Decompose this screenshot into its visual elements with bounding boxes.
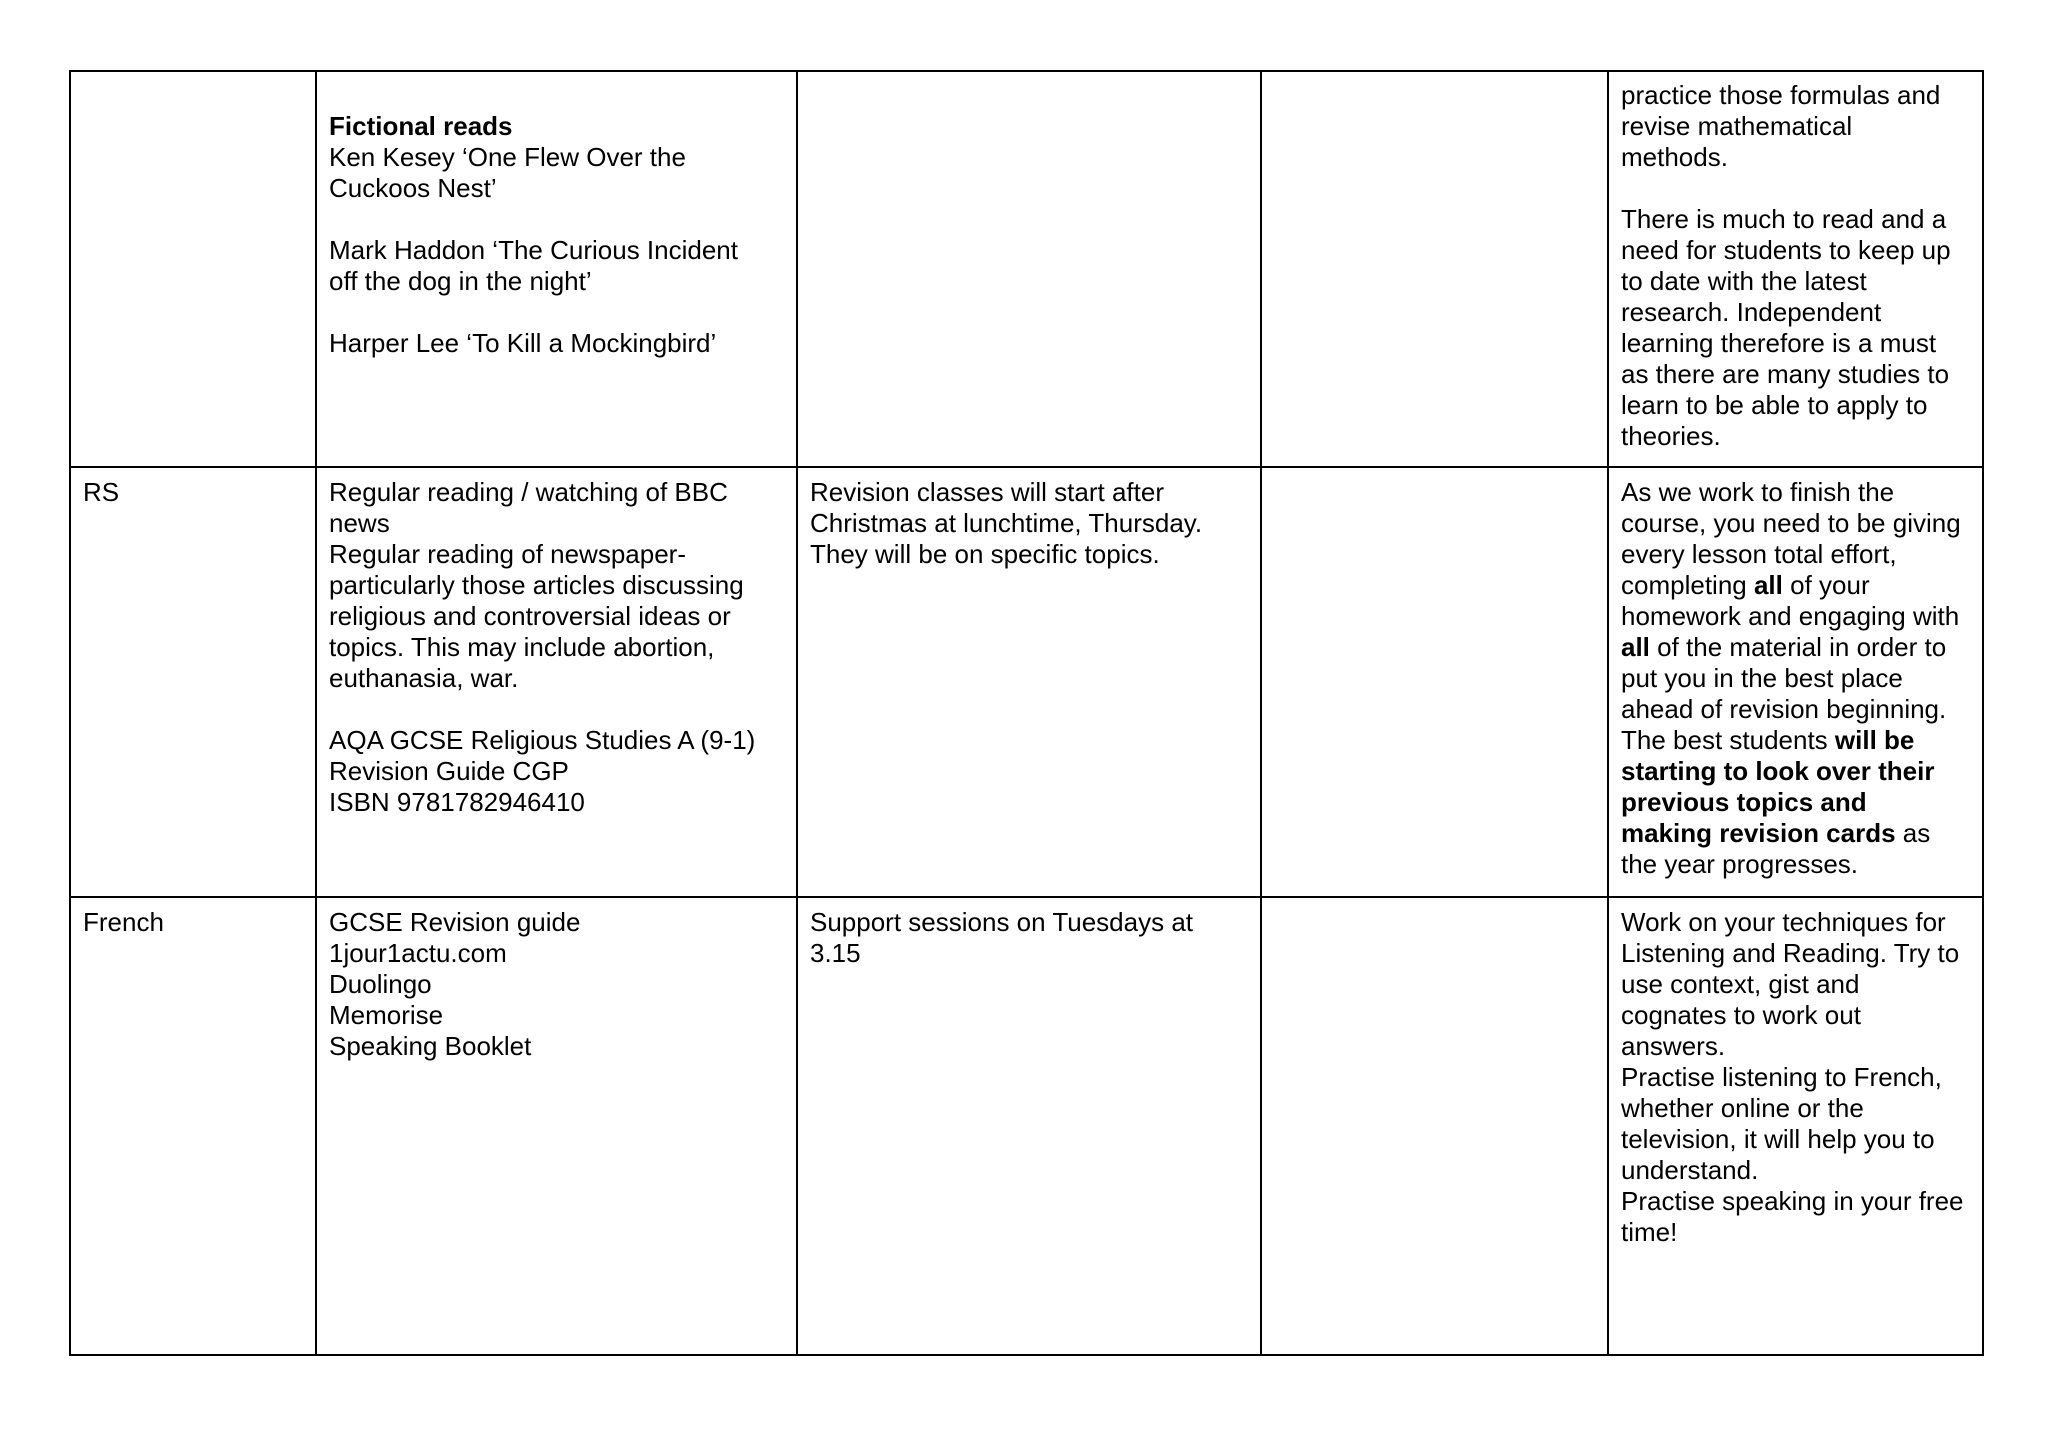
advice-line: making revision cards as bbox=[1621, 818, 1931, 848]
advice-line: every lesson total effort, bbox=[1621, 539, 1897, 569]
resource-line: Regular reading / watching of BBC bbox=[329, 477, 728, 507]
book-line: Ken Kesey ‘One Flew Over the bbox=[329, 142, 686, 172]
advice-line: Practise speaking in your free bbox=[1621, 1186, 1964, 1216]
advice-line: time! bbox=[1621, 1217, 1678, 1247]
table-row bbox=[70, 71, 1983, 467]
resource-line: topics. This may include abortion, bbox=[329, 632, 715, 662]
support-cell bbox=[797, 467, 1261, 897]
advice-line: put you in the best place bbox=[1621, 663, 1903, 693]
resource-line: religious and controversial ideas or bbox=[329, 601, 731, 631]
advice-cell bbox=[1608, 467, 1983, 897]
advice-cell bbox=[1608, 71, 1983, 467]
advice-line: whether online or the bbox=[1621, 1093, 1864, 1123]
advice-line: answers. bbox=[1621, 1031, 1726, 1061]
advice-line: theories. bbox=[1621, 421, 1721, 451]
advice-line: television, it will help you to bbox=[1621, 1124, 1935, 1154]
advice-line: learning therefore is a must bbox=[1621, 328, 1937, 358]
advice-line: practice those formulas and bbox=[1621, 80, 1941, 110]
advice-line: homework and engaging with bbox=[1621, 601, 1960, 631]
support-line: 3.15 bbox=[810, 938, 861, 968]
revision-table bbox=[69, 70, 1984, 1356]
support-line: Support sessions on Tuesdays at bbox=[810, 907, 1194, 937]
support-cell bbox=[797, 71, 1261, 467]
resource-line: 1jour1actu.com bbox=[329, 938, 507, 968]
advice-line: learn to be able to apply to bbox=[1621, 390, 1928, 420]
advice-line: use context, gist and bbox=[1621, 969, 1860, 999]
advice-line: all of the material in order to bbox=[1621, 632, 1947, 662]
section-heading: Fictional reads bbox=[329, 111, 513, 141]
advice-line: There is much to read and a bbox=[1621, 204, 1947, 234]
book-line: Mark Haddon ‘The Curious Incident bbox=[329, 235, 738, 265]
advice-line: ahead of revision beginning. bbox=[1621, 694, 1947, 724]
resource-line: Duolingo bbox=[329, 969, 432, 999]
resources-cell bbox=[316, 467, 797, 897]
resource-line: GCSE Revision guide bbox=[329, 907, 581, 937]
advice-line: cognates to work out bbox=[1621, 1000, 1861, 1030]
table-row bbox=[70, 467, 1983, 897]
empty-cell bbox=[1261, 467, 1608, 897]
empty-cell bbox=[1261, 71, 1608, 467]
resource-line: news bbox=[329, 508, 390, 538]
advice-line: as there are many studies to bbox=[1621, 359, 1950, 389]
advice-line: the year progresses. bbox=[1621, 849, 1859, 879]
subject-label: French bbox=[83, 907, 164, 937]
resource-line: Regular reading of newspaper- bbox=[329, 539, 686, 569]
advice-line: starting to look over their bbox=[1621, 756, 1935, 786]
advice-line: completing all of your bbox=[1621, 570, 1870, 600]
resource-line: euthanasia, war. bbox=[329, 663, 519, 693]
empty-cell bbox=[1261, 897, 1608, 1355]
resources-cell bbox=[316, 897, 797, 1355]
book-line: Cuckoos Nest’ bbox=[329, 173, 497, 203]
advice-line: Listening and Reading. Try to bbox=[1621, 938, 1960, 968]
advice-line: research. Independent bbox=[1621, 297, 1882, 327]
advice-line: methods. bbox=[1621, 142, 1728, 172]
subject-cell bbox=[70, 467, 316, 897]
advice-line: to date with the latest bbox=[1621, 266, 1867, 296]
advice-line: previous topics and bbox=[1621, 787, 1867, 817]
support-line: Revision classes will start after bbox=[810, 477, 1164, 507]
resource-line: particularly those articles discussing bbox=[329, 570, 744, 600]
advice-line: need for students to keep up bbox=[1621, 235, 1951, 265]
resources-cell bbox=[316, 71, 797, 467]
subject-cell bbox=[70, 71, 316, 467]
advice-cell bbox=[1608, 897, 1983, 1355]
resource-line: Speaking Booklet bbox=[329, 1031, 532, 1061]
subject-label: RS bbox=[83, 477, 120, 507]
support-cell bbox=[797, 897, 1261, 1355]
support-line: Christmas at lunchtime, Thursday. bbox=[810, 508, 1203, 538]
resource-line: ISBN 9781782946410 bbox=[329, 787, 585, 817]
resource-line: Revision Guide CGP bbox=[329, 756, 569, 786]
advice-line: As we work to finish the bbox=[1621, 477, 1895, 507]
advice-line: Work on your techniques for bbox=[1621, 907, 1946, 937]
resource-line: Memorise bbox=[329, 1000, 444, 1030]
resource-line: AQA GCSE Religious Studies A (9-1) bbox=[329, 725, 756, 755]
table-row bbox=[70, 897, 1983, 1355]
book-line: off the dog in the night’ bbox=[329, 266, 592, 296]
book-line: Harper Lee ‘To Kill a Mockingbird’ bbox=[329, 328, 717, 358]
advice-line: The best students will be bbox=[1621, 725, 1915, 755]
advice-line: understand. bbox=[1621, 1155, 1759, 1185]
advice-line: Practise listening to French, bbox=[1621, 1062, 1942, 1092]
advice-line: course, you need to be giving bbox=[1621, 508, 1961, 538]
advice-line: revise mathematical bbox=[1621, 111, 1853, 141]
subject-cell bbox=[70, 897, 316, 1355]
support-line: They will be on specific topics. bbox=[810, 539, 1160, 569]
